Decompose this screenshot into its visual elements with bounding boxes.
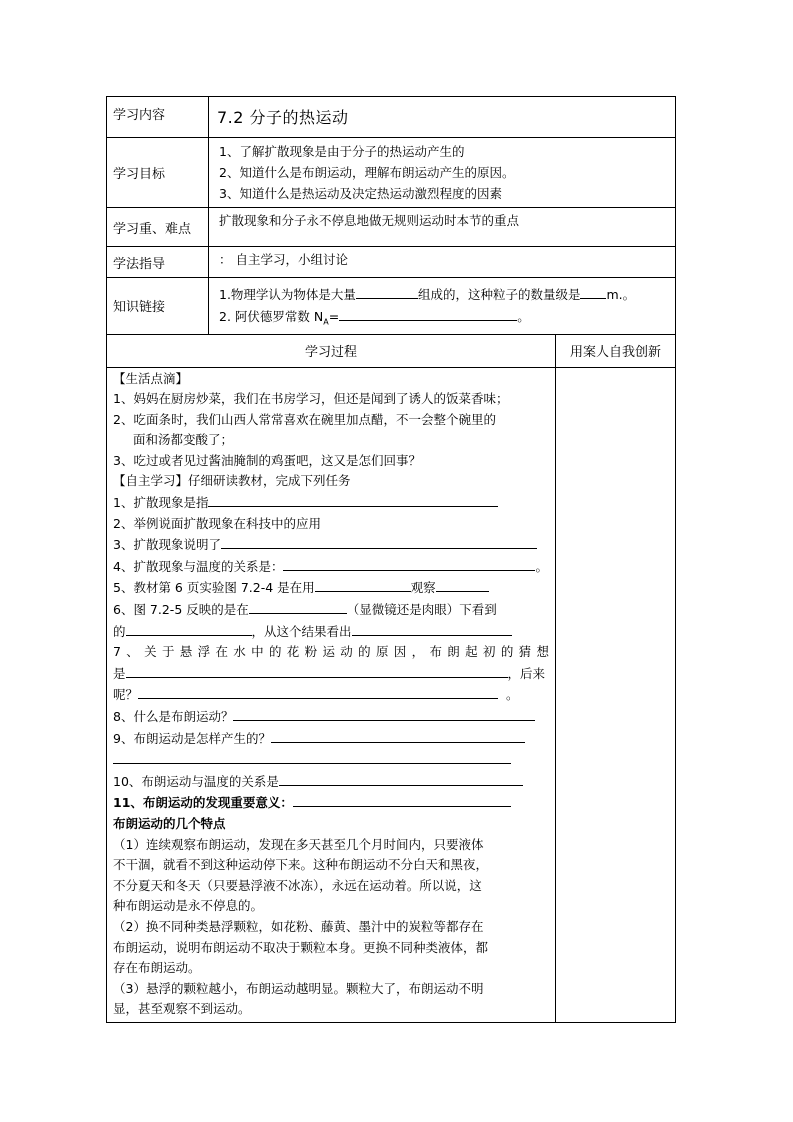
- answer-blank: [113, 749, 511, 764]
- life-item-cont: 面和汤都变酸了；: [133, 432, 234, 448]
- goal-item: 3、知道什么是热运动及决定热运动激烈程度的因素: [219, 186, 502, 201]
- answer-blank: [352, 621, 512, 636]
- row-process-body: [107, 367, 676, 1022]
- label-content: 学习内容: [107, 97, 209, 138]
- row-goals: [107, 138, 676, 208]
- question-1: 1、扩散现象是指: [113, 492, 551, 514]
- features-title: 布朗运动的几个特点: [113, 815, 226, 831]
- question-9-cont: [113, 749, 551, 771]
- row-links: [107, 278, 676, 335]
- label-focus: 学习重、难点: [107, 208, 209, 247]
- question-4: 4、扩散现象与温度的关系是： 。: [113, 556, 551, 578]
- answer-blank: [271, 728, 525, 743]
- feature-1: （1）连续观察布朗运动，发现在多天甚至几个月时间内，只要液体: [113, 836, 484, 852]
- question-8: 8、什么是布朗运动？: [113, 706, 551, 728]
- question-11: 11、布朗运动的发现重要意义：: [113, 792, 551, 814]
- answer-blank: [283, 556, 535, 571]
- question-7: 7、关于悬浮在水中的花粉运动的原因，布朗起初的猜想: [113, 644, 551, 660]
- question-5: 5、教材第 6 页实验图 7.2-4 是在用 观察: [113, 577, 551, 599]
- label-links: 知识链接: [107, 278, 209, 335]
- row-process-header: [107, 334, 676, 367]
- lesson-title: 7.2 分子的热运动: [209, 97, 676, 138]
- lesson-table: [106, 96, 676, 1023]
- question-6: 6、图 7.2-5 反映的是在 （显微镜还是肉眼）下看到: [113, 599, 551, 621]
- label-goals: 学习目标: [107, 138, 209, 208]
- label-method: 学法指导: [107, 247, 209, 278]
- feature-1-cont: 种布朗运动是永不停息的。: [113, 898, 264, 914]
- answer-blank: [436, 577, 489, 592]
- link-line-2: 2. 阿伏德罗常数 $N_A=$ 。: [219, 306, 671, 334]
- answer-blank: [208, 492, 498, 507]
- answer-blank: [339, 306, 517, 321]
- question-2: 2、举例说面扩散现象在科技中的应用: [113, 515, 321, 531]
- goal-item: 2、知道什么是布朗运动，理解布朗运动产生的原因。: [219, 165, 515, 180]
- focus-text: 扩散现象和分子永不停息地做无规则运动时本节的重点: [209, 208, 676, 247]
- answer-blank: [279, 771, 523, 786]
- goal-item: 1、了解扩散现象是由于分子的热运动产生的: [219, 144, 465, 159]
- process-header: 学习过程: [107, 334, 556, 367]
- question-7-cont: 是 ，后来: [113, 663, 551, 685]
- feature-1-cont: 不干涸，就看不到这种运动停下来。这种布朗运动不分白天和黑夜，: [113, 857, 489, 873]
- question-3: 3、扩散现象说明了: [113, 534, 551, 556]
- answer-blank: [126, 621, 252, 636]
- answer-blank: [315, 577, 411, 592]
- link-line-1: 1.物理学认为物体是大量 组成的，这种粒子的数量级是 m.。: [219, 284, 671, 306]
- answer-blank: [293, 792, 511, 807]
- answer-blank: [138, 684, 498, 699]
- life-item: 3、吃过或者见过酱油腌制的鸡蛋吧，这又是怎们回事？: [113, 452, 421, 468]
- innovation-column[interactable]: [556, 367, 676, 1022]
- question-7-end: 呢？ 。: [113, 684, 551, 706]
- answer-blank: [233, 706, 535, 721]
- life-item: 2、吃面条时，我们山西人常常喜欢在碗里加点醋，不一会整个碗里的: [113, 411, 496, 427]
- links-text: [209, 278, 676, 335]
- row-method: [107, 247, 676, 278]
- process-content: [107, 367, 556, 1022]
- self-study: 【自主学习】仔细研读教材，完成下列任务: [113, 473, 351, 489]
- question-9: 9、布朗运动是怎样产生的？: [113, 728, 551, 750]
- feature-3-cont: 显，甚至观察不到运动。: [113, 1001, 251, 1017]
- question-6-cont: 的 ，从这个结果看出: [113, 621, 551, 643]
- answer-blank: [356, 284, 418, 299]
- feature-2-cont: 布朗运动，说明布朗运动不取决于颗粒本身。更换不同种类液体，都: [113, 939, 489, 955]
- feature-2-cont: 存在布朗运动。: [113, 960, 201, 976]
- answer-blank: [126, 663, 508, 678]
- innovation-header: 用案人自我创新: [556, 334, 676, 367]
- question-10: 10、布朗运动与温度的关系是: [113, 771, 551, 793]
- answer-blank: [580, 284, 606, 299]
- row-focus: [107, 208, 676, 247]
- feature-3: （3）悬浮的颗粒越小，布朗运动越明显。颗粒大了，布朗运动不明: [113, 980, 484, 996]
- goals-list: [209, 138, 676, 208]
- feature-2: （2）换不同种类悬浮颗粒，如花粉、藤黄、墨汁中的炭粒等都存在: [113, 918, 484, 934]
- row-content: [107, 97, 676, 138]
- method-text: ： 自主学习，小组讨论: [209, 247, 676, 278]
- answer-blank: [249, 599, 347, 614]
- life-title: 【生活点滴】: [113, 370, 189, 386]
- feature-1-cont: 不分夏天和冬天（只要悬浮液不冰冻），永远在运动着。所以说，这: [113, 877, 482, 893]
- life-item: 1、妈妈在厨房炒菜，我们在书房学习，但还是闻到了诱人的饭菜香味；: [113, 391, 509, 407]
- answer-blank: [221, 534, 537, 549]
